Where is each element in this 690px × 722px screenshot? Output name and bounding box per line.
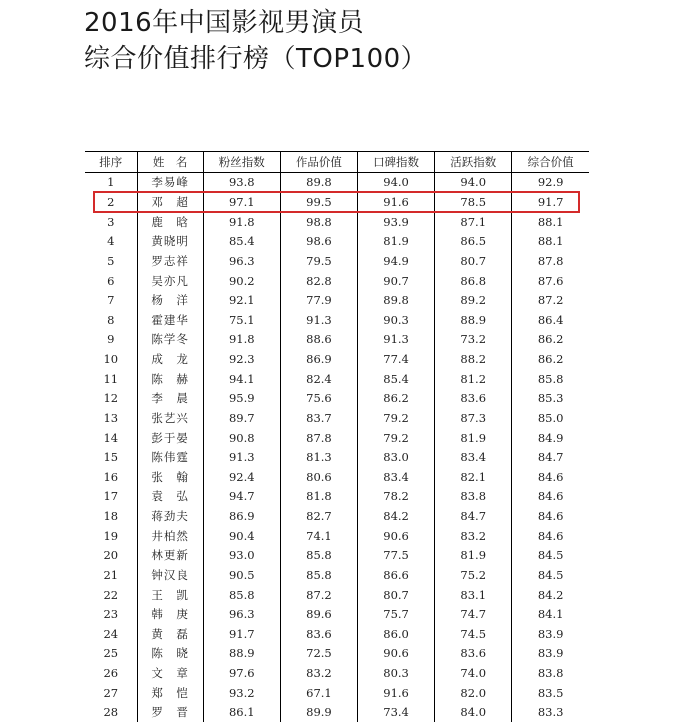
overall-value-cell: 83.9 <box>512 624 589 644</box>
fan-index-cell: 90.4 <box>203 526 280 546</box>
table-row <box>85 290 589 310</box>
overall-value-cell: 84.2 <box>512 585 589 605</box>
rank-cell: 22 <box>85 585 137 605</box>
activity-index-cell: 74.0 <box>435 663 512 683</box>
work-value-cell: 98.8 <box>280 212 357 232</box>
fan-index-cell: 85.4 <box>203 232 280 252</box>
column-header-work-value: 作品价值 <box>280 152 357 173</box>
rank-cell: 1 <box>85 172 137 192</box>
name-cell: 彭于晏 <box>137 428 203 448</box>
name-cell: 文 章 <box>137 663 203 683</box>
work-value-cell: 81.8 <box>280 487 357 507</box>
work-value-cell: 88.6 <box>280 330 357 350</box>
name-cell: 成 龙 <box>137 349 203 369</box>
fan-index-cell: 94.1 <box>203 369 280 389</box>
table-row <box>85 271 589 291</box>
name-cell: 罗志祥 <box>137 251 203 271</box>
reputation-index-cell: 90.3 <box>358 310 435 330</box>
table-row <box>85 349 589 369</box>
overall-value-cell: 83.5 <box>512 683 589 703</box>
activity-index-cell: 86.5 <box>435 232 512 252</box>
overall-value-cell: 84.5 <box>512 565 589 585</box>
fan-index-cell: 92.1 <box>203 290 280 310</box>
overall-value-cell: 85.3 <box>512 389 589 409</box>
name-cell: 韩 庚 <box>137 604 203 624</box>
rank-cell: 17 <box>85 487 137 507</box>
reputation-index-cell: 90.6 <box>358 526 435 546</box>
table-row <box>85 565 589 585</box>
table-row <box>85 369 589 389</box>
activity-index-cell: 78.5 <box>435 192 512 212</box>
overall-value-cell: 86.2 <box>512 330 589 350</box>
work-value-cell: 72.5 <box>280 644 357 664</box>
reputation-index-cell: 79.2 <box>358 428 435 448</box>
table-row <box>85 408 589 428</box>
activity-index-cell: 83.8 <box>435 487 512 507</box>
work-value-cell: 87.2 <box>280 585 357 605</box>
fan-index-cell: 90.8 <box>203 428 280 448</box>
work-value-cell: 85.8 <box>280 546 357 566</box>
overall-value-cell: 84.5 <box>512 546 589 566</box>
rank-cell: 15 <box>85 447 137 467</box>
activity-index-cell: 83.4 <box>435 447 512 467</box>
work-value-cell: 98.6 <box>280 232 357 252</box>
reputation-index-cell: 75.7 <box>358 604 435 624</box>
table-row <box>85 506 589 526</box>
column-header-reputation-index: 口碑指数 <box>358 152 435 173</box>
name-cell: 李 晨 <box>137 389 203 409</box>
fan-index-cell: 92.4 <box>203 467 280 487</box>
reputation-index-cell: 83.4 <box>358 467 435 487</box>
rank-cell: 21 <box>85 565 137 585</box>
reputation-index-cell: 90.7 <box>358 271 435 291</box>
rank-cell: 8 <box>85 310 137 330</box>
name-cell: 蒋劲夫 <box>137 506 203 526</box>
rank-cell: 25 <box>85 644 137 664</box>
name-cell: 陈学冬 <box>137 330 203 350</box>
rank-cell: 6 <box>85 271 137 291</box>
work-value-cell: 89.9 <box>280 703 357 722</box>
reputation-index-cell: 86.6 <box>358 565 435 585</box>
name-cell: 陈伟霆 <box>137 447 203 467</box>
column-header-rank: 排序 <box>85 152 137 173</box>
rank-cell: 13 <box>85 408 137 428</box>
reputation-index-cell: 94.9 <box>358 251 435 271</box>
overall-value-cell: 85.0 <box>512 408 589 428</box>
overall-value-cell: 83.8 <box>512 663 589 683</box>
reputation-index-cell: 91.6 <box>358 192 435 212</box>
rank-cell: 11 <box>85 369 137 389</box>
rank-cell: 19 <box>85 526 137 546</box>
reputation-index-cell: 80.7 <box>358 585 435 605</box>
table-row <box>85 487 589 507</box>
work-value-cell: 81.3 <box>280 447 357 467</box>
overall-value-cell: 83.3 <box>512 703 589 722</box>
activity-index-cell: 81.9 <box>435 546 512 566</box>
work-value-cell: 85.8 <box>280 565 357 585</box>
work-value-cell: 89.6 <box>280 604 357 624</box>
activity-index-cell: 74.5 <box>435 624 512 644</box>
fan-index-cell: 96.3 <box>203 604 280 624</box>
overall-value-cell: 86.4 <box>512 310 589 330</box>
work-value-cell: 86.9 <box>280 349 357 369</box>
fan-index-cell: 91.7 <box>203 624 280 644</box>
rank-cell: 28 <box>85 703 137 722</box>
overall-value-cell: 88.1 <box>512 232 589 252</box>
activity-index-cell: 82.1 <box>435 467 512 487</box>
name-cell: 罗 晋 <box>137 703 203 722</box>
reputation-index-cell: 73.4 <box>358 703 435 722</box>
fan-index-cell: 91.8 <box>203 212 280 232</box>
work-value-cell: 99.5 <box>280 192 357 212</box>
rank-cell: 14 <box>85 428 137 448</box>
rank-cell: 23 <box>85 604 137 624</box>
reputation-index-cell: 86.0 <box>358 624 435 644</box>
overall-value-cell: 84.6 <box>512 506 589 526</box>
work-value-cell: 91.3 <box>280 310 357 330</box>
column-header-activity-index: 活跃指数 <box>435 152 512 173</box>
activity-index-cell: 80.7 <box>435 251 512 271</box>
reputation-index-cell: 86.2 <box>358 389 435 409</box>
rank-cell: 10 <box>85 349 137 369</box>
name-cell: 林更新 <box>137 546 203 566</box>
fan-index-cell: 94.7 <box>203 487 280 507</box>
activity-index-cell: 83.6 <box>435 389 512 409</box>
fan-index-cell: 91.3 <box>203 447 280 467</box>
fan-index-cell: 88.9 <box>203 644 280 664</box>
name-cell: 鹿 晗 <box>137 212 203 232</box>
overall-value-cell: 83.9 <box>512 644 589 664</box>
column-header-overall-value: 综合价值 <box>512 152 589 173</box>
table-row <box>85 663 589 683</box>
overall-value-cell: 84.6 <box>512 487 589 507</box>
activity-index-cell: 89.2 <box>435 290 512 310</box>
table-row <box>85 526 589 546</box>
overall-value-cell: 85.8 <box>512 369 589 389</box>
table-row <box>85 703 589 722</box>
rank-cell: 4 <box>85 232 137 252</box>
rank-cell: 20 <box>85 546 137 566</box>
table-row <box>85 232 589 252</box>
table-row <box>85 604 589 624</box>
name-cell: 张艺兴 <box>137 408 203 428</box>
activity-index-cell: 88.2 <box>435 349 512 369</box>
table-row <box>85 683 589 703</box>
overall-value-cell: 87.6 <box>512 271 589 291</box>
table-row <box>85 447 589 467</box>
activity-index-cell: 83.1 <box>435 585 512 605</box>
name-cell: 陈 赫 <box>137 369 203 389</box>
overall-value-cell: 91.7 <box>512 192 589 212</box>
column-header-name: 姓 名 <box>137 152 203 173</box>
fan-index-cell: 91.8 <box>203 330 280 350</box>
name-cell: 井柏然 <box>137 526 203 546</box>
work-value-cell: 82.4 <box>280 369 357 389</box>
reputation-index-cell: 93.9 <box>358 212 435 232</box>
reputation-index-cell: 81.9 <box>358 232 435 252</box>
overall-value-cell: 84.7 <box>512 447 589 467</box>
activity-index-cell: 73.2 <box>435 330 512 350</box>
table-row <box>85 624 589 644</box>
activity-index-cell: 94.0 <box>435 172 512 192</box>
overall-value-cell: 84.1 <box>512 604 589 624</box>
activity-index-cell: 81.2 <box>435 369 512 389</box>
reputation-index-cell: 80.3 <box>358 663 435 683</box>
overall-value-cell: 92.9 <box>512 172 589 192</box>
overall-value-cell: 88.1 <box>512 212 589 232</box>
fan-index-cell: 86.9 <box>203 506 280 526</box>
reputation-index-cell: 91.3 <box>358 330 435 350</box>
table-row <box>85 251 589 271</box>
fan-index-cell: 93.0 <box>203 546 280 566</box>
rank-cell: 24 <box>85 624 137 644</box>
table-row <box>85 546 589 566</box>
reputation-index-cell: 94.0 <box>358 172 435 192</box>
table-row <box>85 172 589 192</box>
reputation-index-cell: 85.4 <box>358 369 435 389</box>
page-title-line-2: 综合价值排行榜（TOP100） <box>84 38 427 75</box>
overall-value-cell: 87.2 <box>512 290 589 310</box>
name-cell: 霍建华 <box>137 310 203 330</box>
rank-cell: 2 <box>85 192 137 212</box>
name-cell: 黄晓明 <box>137 232 203 252</box>
fan-index-cell: 96.3 <box>203 251 280 271</box>
overall-value-cell: 84.9 <box>512 428 589 448</box>
fan-index-cell: 93.2 <box>203 683 280 703</box>
name-cell: 邓 超 <box>137 192 203 212</box>
name-cell: 吴亦凡 <box>137 271 203 291</box>
table-header-row <box>85 152 589 173</box>
activity-index-cell: 86.8 <box>435 271 512 291</box>
reputation-index-cell: 91.6 <box>358 683 435 703</box>
reputation-index-cell: 78.2 <box>358 487 435 507</box>
fan-index-cell: 89.7 <box>203 408 280 428</box>
work-value-cell: 75.6 <box>280 389 357 409</box>
fan-index-cell: 86.1 <box>203 703 280 722</box>
fan-index-cell: 97.6 <box>203 663 280 683</box>
table-row <box>85 428 589 448</box>
fan-index-cell: 93.8 <box>203 172 280 192</box>
reputation-index-cell: 77.4 <box>358 349 435 369</box>
work-value-cell: 82.8 <box>280 271 357 291</box>
name-cell: 黄 磊 <box>137 624 203 644</box>
rank-cell: 18 <box>85 506 137 526</box>
rank-cell: 7 <box>85 290 137 310</box>
activity-index-cell: 88.9 <box>435 310 512 330</box>
table-body <box>85 172 589 722</box>
fan-index-cell: 75.1 <box>203 310 280 330</box>
fan-index-cell: 97.1 <box>203 192 280 212</box>
activity-index-cell: 75.2 <box>435 565 512 585</box>
rank-cell: 5 <box>85 251 137 271</box>
table-row <box>85 310 589 330</box>
name-cell: 李易峰 <box>137 172 203 192</box>
name-cell: 袁 弘 <box>137 487 203 507</box>
table-row <box>85 467 589 487</box>
work-value-cell: 77.9 <box>280 290 357 310</box>
work-value-cell: 83.7 <box>280 408 357 428</box>
work-value-cell: 67.1 <box>280 683 357 703</box>
reputation-index-cell: 90.6 <box>358 644 435 664</box>
fan-index-cell: 85.8 <box>203 585 280 605</box>
overall-value-cell: 87.8 <box>512 251 589 271</box>
work-value-cell: 83.2 <box>280 663 357 683</box>
reputation-index-cell: 77.5 <box>358 546 435 566</box>
overall-value-cell: 84.6 <box>512 526 589 546</box>
ranking-table <box>85 151 589 722</box>
rank-cell: 27 <box>85 683 137 703</box>
activity-index-cell: 87.3 <box>435 408 512 428</box>
rank-cell: 3 <box>85 212 137 232</box>
work-value-cell: 83.6 <box>280 624 357 644</box>
rank-cell: 16 <box>85 467 137 487</box>
activity-index-cell: 84.0 <box>435 703 512 722</box>
work-value-cell: 79.5 <box>280 251 357 271</box>
activity-index-cell: 82.0 <box>435 683 512 703</box>
activity-index-cell: 74.7 <box>435 604 512 624</box>
page-title-line-1: 2016年中国影视男演员 <box>84 2 364 39</box>
name-cell: 杨 洋 <box>137 290 203 310</box>
table-row <box>85 212 589 232</box>
fan-index-cell: 90.5 <box>203 565 280 585</box>
name-cell: 钟汉良 <box>137 565 203 585</box>
name-cell: 张 翰 <box>137 467 203 487</box>
table-row <box>85 192 589 212</box>
reputation-index-cell: 83.0 <box>358 447 435 467</box>
overall-value-cell: 84.6 <box>512 467 589 487</box>
reputation-index-cell: 84.2 <box>358 506 435 526</box>
column-header-fan-index: 粉丝指数 <box>203 152 280 173</box>
activity-index-cell: 87.1 <box>435 212 512 232</box>
table-row <box>85 389 589 409</box>
table-row <box>85 330 589 350</box>
name-cell: 王 凯 <box>137 585 203 605</box>
reputation-index-cell: 79.2 <box>358 408 435 428</box>
fan-index-cell: 95.9 <box>203 389 280 409</box>
rank-cell: 9 <box>85 330 137 350</box>
name-cell: 陈 晓 <box>137 644 203 664</box>
work-value-cell: 89.8 <box>280 172 357 192</box>
rank-cell: 26 <box>85 663 137 683</box>
activity-index-cell: 83.6 <box>435 644 512 664</box>
table-row <box>85 644 589 664</box>
rank-cell: 12 <box>85 389 137 409</box>
fan-index-cell: 90.2 <box>203 271 280 291</box>
work-value-cell: 74.1 <box>280 526 357 546</box>
activity-index-cell: 84.7 <box>435 506 512 526</box>
fan-index-cell: 92.3 <box>203 349 280 369</box>
table-row <box>85 585 589 605</box>
work-value-cell: 80.6 <box>280 467 357 487</box>
activity-index-cell: 81.9 <box>435 428 512 448</box>
overall-value-cell: 86.2 <box>512 349 589 369</box>
name-cell: 郑 恺 <box>137 683 203 703</box>
activity-index-cell: 83.2 <box>435 526 512 546</box>
reputation-index-cell: 89.8 <box>358 290 435 310</box>
work-value-cell: 82.7 <box>280 506 357 526</box>
work-value-cell: 87.8 <box>280 428 357 448</box>
